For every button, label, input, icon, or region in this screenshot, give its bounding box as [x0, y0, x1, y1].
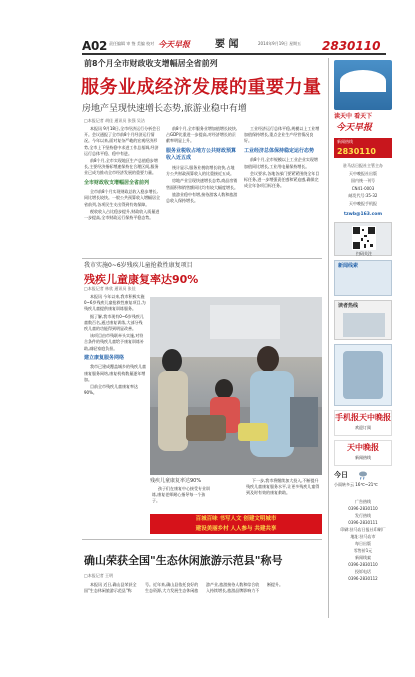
lead-paragraph: 税收收入占比稳步提升,财政收入质量进一步提高,全市财政运行保持平稳态势。 [84, 208, 160, 220]
weather-text: 小雨转多云 16℃~21℃ [334, 482, 378, 487]
lead-subheading: 服务业税收占地方公共财政预算收入近五成 [166, 147, 237, 162]
sidebar-hotline-box [334, 138, 392, 158]
rehab-paragraph: 我市已建成覆盖城乡的残疾儿童康复服务网络,康复机构数量逐年增加。 [84, 364, 146, 382]
lead-headline: 服务业成经济发展的重要力量 [81, 77, 322, 98]
rehab-photo-text [152, 486, 212, 512]
lead-paragraph: 工业经济运行总体平稳,规模以上工业增加值保持增长,重点企业生产经营情况良好。 [244, 126, 320, 144]
sidebar-info-line: 投诉电话 [355, 569, 371, 574]
mobile-paper-sub: 欢迎订阅 [355, 425, 371, 430]
cloud-rain-icon [358, 470, 368, 480]
rehab-paragraph: 该项目由市残联牵头实施,对符合条件的残疾儿童给予康复训练补助,减轻家庭负担。 [84, 333, 144, 351]
sidebar-qr-box [334, 222, 392, 256]
sidebar-hotline-label: 新闻热线 [337, 139, 353, 144]
lead-column-3 [244, 126, 321, 258]
lead-paragraph: 旅游业稳中有增,接待游客人数和旅游总收入保持增长。 [166, 191, 238, 203]
bottom-body [84, 582, 322, 618]
bottom-headline: 确山荣获全国"生态休闲旅游示范县"称号 [84, 554, 283, 567]
sidebar-info-line: 0396-2830111 [348, 520, 378, 525]
sidebar-weather [334, 470, 392, 494]
hotline-number: 2830110 [322, 39, 381, 53]
lead-paragraph: 统计显示,服务业税收增长较快,占地方公共财政预算收入的比重接近五成。 [166, 165, 235, 177]
rehab-paragraph: 据了解,我市现有0~6岁残疾儿童数百名,通过康复训练,大部分残疾儿童的功能得到明显改善。 [84, 313, 144, 331]
section-divider [82, 258, 322, 259]
rehab-subheading: 建立康复服务网络 [84, 354, 125, 361]
issue-date: 2014年9月19日 星期五 [258, 41, 302, 46]
section-labels: 责任编辑 审 签 美编 校对 [109, 41, 155, 46]
sidebar-info-line: 天中晚报手机报 [349, 200, 377, 206]
sidebar-mobile-ad[interactable] [334, 344, 392, 406]
sidebar-paper-title: 今天早报 [336, 123, 373, 133]
bottom-byline: □本报记者 王明 [84, 573, 114, 578]
evening-paper-sub: 新闻热线 [355, 455, 371, 460]
sidebar-evening-paper [334, 440, 392, 466]
rehab-kicker: 我市实施0~6岁残疾儿童抢救性康复项目 [84, 262, 193, 269]
sidebar-info-line: CN41-0003 [351, 185, 375, 191]
sidebar-info-line: 新闻线索 [355, 555, 371, 560]
sidebar-tagline: 读天中 看天下 [334, 113, 373, 120]
mobile-paper-title: 手机报天中晚报 [335, 413, 391, 422]
lead-paragraph: 会议要求,各地各部门要紧紧围绕全年目标任务,进一步增强责任感和紧迫感,确保完成全年各项目标任务。 [244, 170, 320, 189]
banner-line-2: 建设美丽乡村 人人参与 共建共享 [195, 526, 277, 532]
qr-label: 扫码关注 [356, 251, 372, 256]
section-divider [82, 539, 322, 540]
lead-paragraph: 本报讯 9月18日,全市经济运行分析会召开。会议通报了全市前8个月经济运行情况。今年以来,面对复杂严峻的宏观经济形势,全市上下坚持稳中求进工作总基调,经济运行总体平稳、稳中有进。 [84, 126, 161, 156]
rehab-paragraph: 下一步,我市将继续加大投入,不断提升残疾儿童康复服务水平,让更多残疾儿童得到及时有效的康复救助。 [246, 478, 320, 496]
rehab-byline: □本报记者 林欣 通讯员 张佳 [84, 286, 136, 291]
lead-paragraph: 前8个月,全市规模以上工业企业实现增加值同比增长,工业用电量保持增长。 [244, 157, 318, 169]
sidebar-info-line: 广告热线 [355, 499, 371, 504]
lead-paragraph: 房地产业呈现快速增长态势,商品房销售面积和销售额同比均有较大幅度增长。 [166, 178, 238, 190]
bottom-paragraph: 本报讯 近日,确山县荣获全国"生态休闲旅游示范县"称号。近年来,确山县依托良好的生态资源,大力发展生态休闲旅游产业,旅游接待人数和综合收入持续增长,旅游品牌影响力不断提升。 [84, 582, 283, 594]
lead-paragraph: 前8个月,全市实现地区生产总值稳步增长,主要经济指标增速保持在合理区间,服务业已成为推动全市经济发展的重要力量。 [84, 157, 159, 176]
sidebar-info-line: 驻马店日报社主管主办 [343, 163, 383, 168]
sidebar-info-line: 0396-2830110 [348, 506, 378, 511]
section-title: 要 闻 [215, 39, 239, 50]
photo-illustration [150, 297, 322, 475]
masthead-logo: 今天早报 [158, 40, 190, 49]
page-code: A02 [82, 39, 108, 53]
sidebar-brand-box [334, 60, 392, 110]
rehab-headline: 残疾儿童康复率达90% [84, 273, 199, 286]
lead-paragraph: 全市前8个月实现财政总收入稳步增长,同比增长较快。一般公共预算收入增幅居全省前列,各项民生支出得到有效保障。 [84, 189, 160, 207]
lead-kicker: 前8个月全市财政收支增幅居全省前列 [84, 59, 218, 68]
sidebar-info-line: 发行热线 [355, 513, 371, 518]
qr-code-icon[interactable] [352, 226, 376, 250]
sidebar-info-line: 地址:驻马店市 [350, 534, 376, 539]
sidebar-info-line: 0396-2830110 [348, 562, 378, 567]
rehab-paragraph: 目前全市残疾儿童康复率达90%。 [84, 384, 138, 396]
lead-paragraph: 前8个月,全市服务业增加值增长较快,占GDP比重进一步提高,对经济增长的贡献率明显上升。 [166, 126, 238, 144]
sidebar-info-line: 天中晚报社出版 [349, 170, 377, 176]
sidebar-mobile-paper [334, 410, 392, 436]
sidebar-info-line: 邮发代号:35-32 [348, 193, 378, 199]
header-rule [82, 53, 386, 55]
sidebar-news-box [334, 260, 392, 296]
civility-banner [150, 514, 322, 534]
lead-byline: □本报记者 胡佳 通讯员 张强 吴洁 [84, 118, 145, 123]
rehab-paragraph: 本报讯 今年以来,我市积极实施0~6岁残疾儿童抢救性康复项目,为残疾儿童提供康复训练服务。 [84, 294, 146, 312]
sidebar-divider [328, 58, 329, 618]
lead-subheading: 工业经济总体保持稳定运行态势 [244, 147, 315, 154]
sidebar-reader-label: 读者热线 [338, 303, 359, 309]
sidebar-info-line: 每日出版 [355, 541, 371, 546]
sidebar-info-line: 国内统一刊号 [351, 178, 375, 184]
rehab-left-column [84, 294, 146, 512]
sidebar-info-line: 零售价1元 [353, 548, 373, 553]
lead-subheading: 全市财政收支增幅居全省前列 [84, 179, 150, 186]
banner-line-1: 百城百味 书写人文 创建文明城市 [195, 516, 277, 522]
weather-label: 今日 [334, 471, 348, 479]
sidebar-news-label: 新闻线索 [338, 263, 359, 269]
sidebar-contact-info [334, 498, 392, 582]
lead-subhead: 房地产呈现快速增长态势,旅游业稳中有增 [82, 104, 247, 114]
sidebar-hotline-number: 2830110 [337, 147, 376, 157]
rehab-right-column [246, 478, 322, 512]
rehab-photo [150, 297, 322, 475]
lead-column-1 [84, 126, 161, 258]
rehab-paragraph: 孩子们在康复中心接受专业训练,康复老师耐心指导每一个孩子。 [152, 486, 210, 504]
photo-caption: 残疾儿童康复率达90% [150, 478, 202, 484]
sidebar-reader-box [334, 300, 392, 340]
sidebar-info-line: 印刷:驻马店日报社印刷厂 [340, 527, 386, 532]
sidebar-publisher-info [334, 162, 392, 208]
sidebar-email[interactable]: tzwb@163.com [343, 212, 383, 217]
lead-column-2 [166, 126, 238, 258]
evening-paper-title: 天中晚报 [347, 443, 379, 452]
sidebar-info-line: 0396-2830112 [348, 576, 378, 581]
